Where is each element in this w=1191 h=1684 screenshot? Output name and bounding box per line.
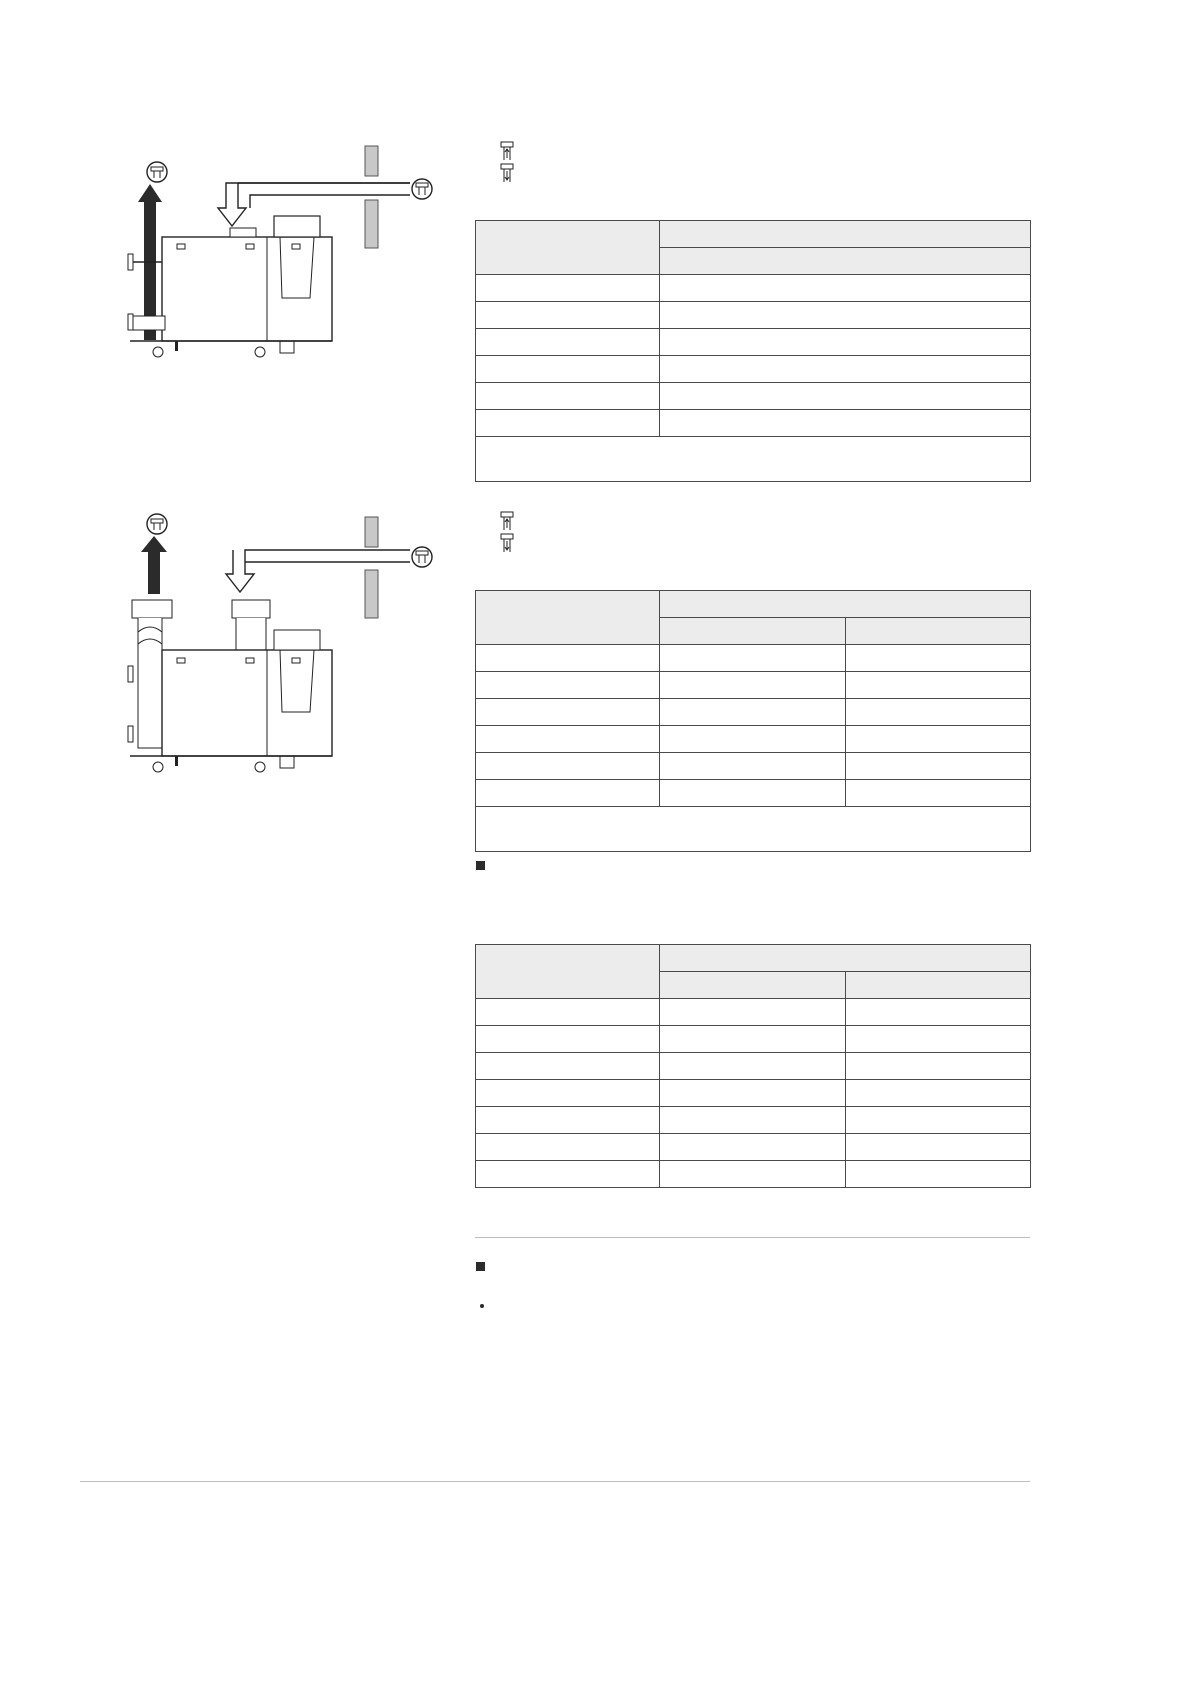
flue-gas-outlet-icon — [147, 514, 167, 534]
table-2-header-group — [660, 591, 1031, 618]
table-row — [476, 699, 1031, 726]
table-row — [476, 356, 1031, 383]
combustion-air-inlet-icon — [497, 532, 517, 554]
table-1-header-group — [660, 221, 1031, 248]
section-bullet — [476, 1262, 485, 1271]
flue-gas-outlet-icon — [497, 140, 517, 162]
table-row — [476, 383, 1031, 410]
table-2-subheader-a — [660, 618, 846, 645]
section-divider — [475, 1237, 1030, 1238]
table-row — [476, 1107, 1031, 1134]
table-row — [476, 1053, 1031, 1080]
table-3-subheader-a — [660, 972, 846, 999]
spec-table-1 — [475, 220, 1031, 482]
figure-boiler-direct-flue — [120, 140, 460, 400]
table-1-header-label — [476, 221, 660, 275]
wall-lower — [365, 570, 378, 618]
table-2-footnote — [476, 807, 1031, 852]
flue-gas-outlet-icon — [497, 510, 517, 532]
boiler-body — [162, 650, 332, 756]
table-row — [476, 672, 1031, 699]
spec-table-3 — [475, 944, 1031, 1188]
flue-arrow-up — [141, 536, 167, 594]
table-row — [476, 726, 1031, 753]
table-3-header-label — [476, 945, 660, 999]
table-1-footnote — [476, 437, 1031, 482]
wall-upper — [365, 146, 378, 176]
symbol-legend-2 — [497, 510, 527, 554]
combustion-air-inlet-icon — [412, 547, 432, 567]
table-3-header-group — [660, 945, 1031, 972]
table-1-subheader — [660, 248, 1031, 275]
boiler-body — [162, 237, 332, 341]
table-row — [476, 302, 1031, 329]
page-footer-rule — [80, 1481, 1030, 1482]
table-row — [476, 1080, 1031, 1107]
boiler-diagram-2 — [120, 512, 460, 782]
combustion-air-inlet-icon — [412, 179, 432, 199]
table-2-header-label — [476, 591, 660, 645]
table-row — [476, 645, 1031, 672]
table-row — [476, 780, 1031, 807]
wall-lower — [365, 200, 378, 248]
table-row — [476, 329, 1031, 356]
spec-table-2 — [475, 590, 1031, 852]
table-3-subheader-b — [846, 972, 1031, 999]
flue-gas-outlet-icon — [147, 162, 167, 182]
section-bullet — [476, 861, 485, 870]
table-row — [476, 410, 1031, 437]
table-row — [476, 1161, 1031, 1188]
figure-boiler-elbow-flue — [120, 512, 460, 782]
boiler-diagram-1 — [120, 140, 460, 400]
list-bullet — [480, 1304, 484, 1308]
symbol-legend-1 — [497, 140, 527, 184]
table-row — [476, 275, 1031, 302]
table-2-subheader-b — [846, 618, 1031, 645]
wall-upper — [365, 517, 378, 547]
air-arrow — [226, 550, 410, 592]
table-row — [476, 999, 1031, 1026]
table-row — [476, 1134, 1031, 1161]
table-row — [476, 753, 1031, 780]
table-row — [476, 1026, 1031, 1053]
combustion-air-inlet-icon — [497, 162, 517, 184]
